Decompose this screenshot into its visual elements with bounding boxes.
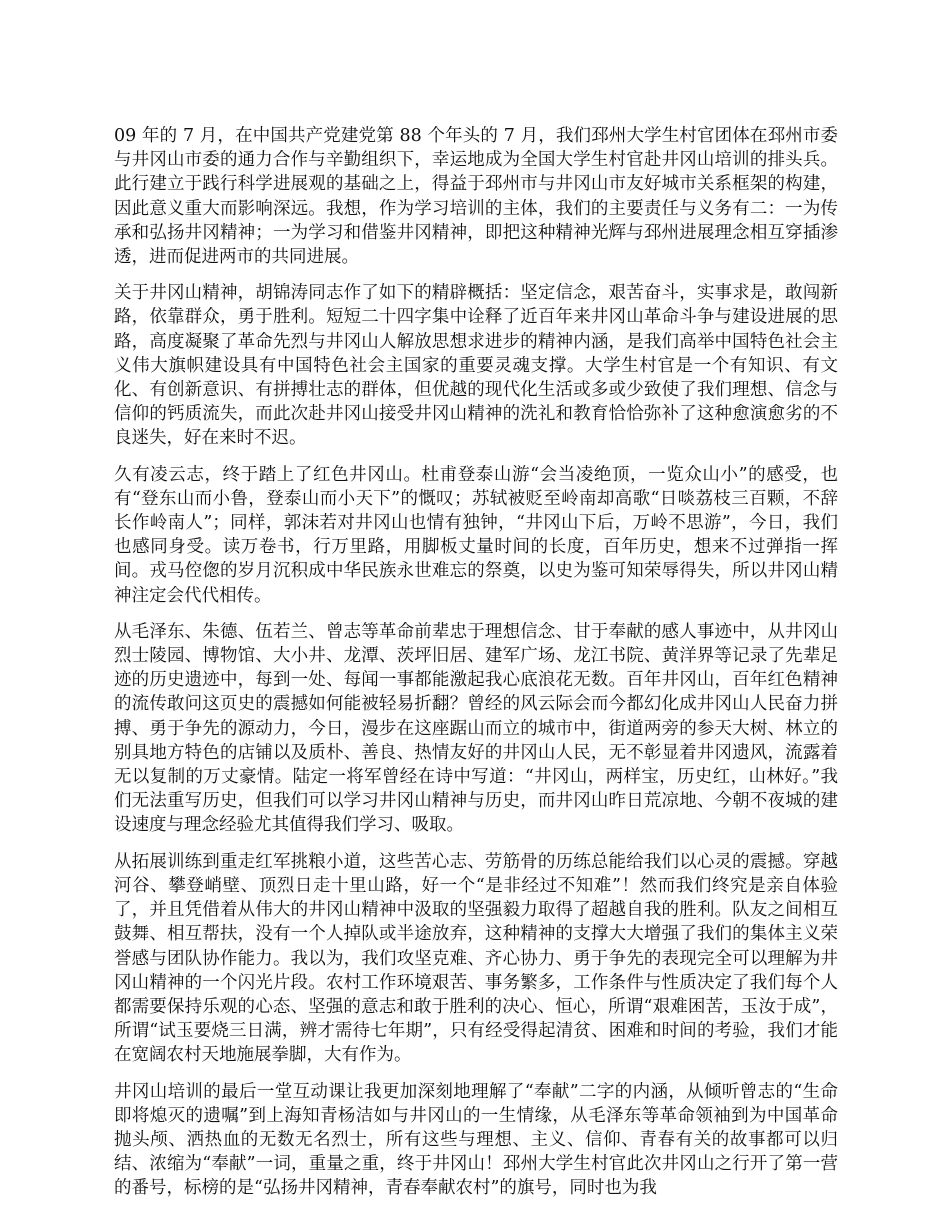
- paragraph-6: 井冈山培训的最后一堂互动课让我更加深刻地理解了“奉献”二字的内涵，从倾听曾志的“生命即将熄灭的遗嘱”到上海知青杨洁如与井冈山的一生情缘，从毛泽东等革命领袖到为中国革命抛头颅、洒热血的无数无名烈士，所有这些与理想、主义、信仰、青春有关的故事都可以归结、浓缩为“奉献”一词，重量之重，终于井冈山！邳州大学生村官此次井冈山之行开了第一营的番号，标榜的是“弘扬井冈精神，青春奉献农村”的旗号，同时也为我: [114, 1081, 838, 1199]
- document-body: [114, 124, 838, 1213]
- paragraph-1: 09 年的 7 月，在中国共产党建党第 88 个年头的 7 月，我们邳州大学生村官团体在邳州市委与井冈山市委的通力合作与辛勤组织下，幸运地成为全国大学生村官赴井冈山培训的排头兵。此行建立于践行科学进展观的基础之上，得益于邳州市与井冈山市友好城市关系框架的构建，因此意义重大而影响深远。我想，作为学习培训的主体，我们的主要责任与义务有二：一为传承和弘扬井冈精神；一为学习和借鉴井冈精神，即把这种精神光辉与邳州进展理念相互穿插渗透，进而促进两市的共同进展。: [114, 126, 838, 268]
- paragraph-2: 关于井冈山精神，胡锦涛同志作了如下的精辟概括：坚定信念，艰苦奋斗，实事求是，敢闯新路，依靠群众，勇于胜利。短短二十四字集中诠释了近百年来井冈山革命斗争与建设进展的思路，高度凝聚了革命先烈与井冈山人解放思想求进步的精神内涵，是我们高举中国特色社会主义伟大旗帜建设具有中国特色社会主国家的重要灵魂支撑。大学生村官是一个有知识、有文化、有创新意识、有拼搏壮志的群体，但优越的现代化生活或多或少致使了我们理想、信念与信仰的钙质流失，而此次赴井冈山接受井冈山精神的洗礼和教育恰恰弥补了这种愈演愈劣的不良迷失，好在来时不迟。: [114, 283, 838, 449]
- paragraph-5: 从拓展训练到重走红军挑粮小道，这些苦心志、劳筋骨的历练总能给我们以心灵的震撼。穿越河谷、攀登峭壁、顶烈日走十里山路，好一个“是非经过不知难”！然而我们终究是亲自体验了，并且凭借着从伟大的井冈山精神中汲取的坚强毅力取得了超越自我的胜利。队友之间相互鼓舞、相互帮扶，没有一个人掉队或半途放弃，这种精神的支撑大大增强了我们的集体主义荣誉感与团队协作能力。我以为，我们攻坚克难、齐心协力、勇于争先的表现完全可以理解为井冈山精神的一个闪光片段。农村工作环境艰苦、事务繁多，工作条件与性质决定了我们每个人都需要保持乐观的心态、坚强的意志和敢于胜利的决心、恒心，所谓“艰难困苦，玉汝于成”，所谓“试玉要烧三日满，辨才需待七年期”，只有经受得起清贫、困难和时间的考验，我们才能在宽阔农村天地施展拳脚，大有作为。: [114, 851, 838, 1066]
- paragraph-4: 从毛泽东、朱德、伍若兰、曾志等革命前辈忠于理想信念、甘于奉献的感人事迹中，从井冈山烈士陵园、博物馆、大小井、龙潭、茨坪旧居、建军广场、龙江书院、黄洋界等记录了先辈足迹的历史遗迹中，每到一处、每闻一事都能激起我心底浪花无数。百年井冈山，百年红色精神的流传敢问这页史的震撼如何能被轻易折翻？曾经的风云际会而今都幻化成井冈山人民奋力拼搏、勇于争先的源动力，今日，漫步在这座踞山而立的城市中，街道两旁的参天大树、林立的别具地方特色的店铺以及质朴、善良、热情友好的井冈山人民，无不彰显着井冈遗风，流露着无以复制的万丈豪情。陆定一将军曾经在诗中写道：“井冈山，两样宝，历史红，山林好。”我们无法重写历史，但我们可以学习井冈山精神与历史，而井冈山昨日荒凉地、今朝不夜城的建设速度与理念经验尤其值得我们学习、吸取。: [114, 621, 838, 836]
- paragraph-3: 久有凌云志，终于踏上了红色井冈山。杜甫登泰山游“会当凌绝顶，一览众山小”的感受，也有“登东山而小鲁，登泰山而小天下”的慨叹；苏轼被贬至岭南却高歌“日啖荔枝三百颗，不辞长作岭南人”；同样，郭沫若对井冈山也情有独钟，“井冈山下后，万岭不思游”，今日，我们也感同身受。读万卷书，行万里路，用脚板丈量时间的长度，百年历史，想来不过弹指一挥间。戎马倥偬的岁月沉积成中华民族永世难忘的祭奠，以史为鉴可知荣辱得失，所以井冈山精神注定会代代相传。: [114, 464, 838, 606]
